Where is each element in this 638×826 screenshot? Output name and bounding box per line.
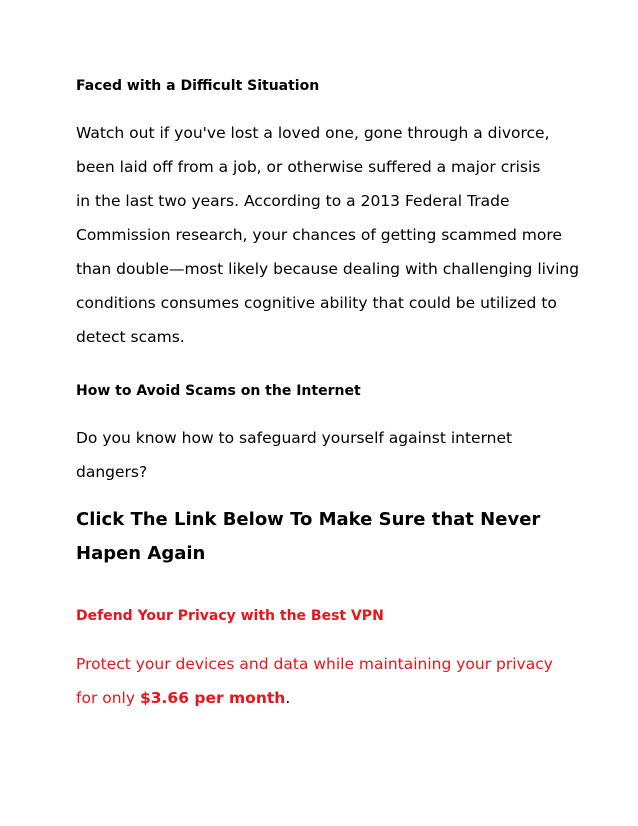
promo-price: $3.66 per month bbox=[139, 689, 286, 707]
paragraph-line: dangers? bbox=[76, 463, 148, 481]
promo-line bbox=[76, 681, 553, 715]
paragraph-line: conditions consumes cognitive ability that could be utilized to bbox=[76, 294, 557, 312]
section-heading-difficult-situation: Faced with a Difficult Situation bbox=[76, 78, 320, 94]
paragraph-line: Commission research, your chances of getting scammed more bbox=[76, 226, 562, 244]
paragraph-line: been laid off from a job, or otherwise suffered a major crisis bbox=[76, 158, 541, 176]
section-heading-avoid-scams: How to Avoid Scams on the Internet bbox=[76, 383, 361, 399]
paragraph-line: detect scams. bbox=[76, 328, 185, 346]
cta-line: Click The Link Below To Make Sure that Never bbox=[76, 509, 541, 530]
vpn-promo-heading[interactable]: Defend Your Privacy with the Best VPN bbox=[76, 608, 384, 624]
paragraph-avoid-scams bbox=[76, 421, 512, 489]
promo-line: Protect your devices and data while maintaining your privacy bbox=[76, 655, 553, 673]
paragraph-line: in the last two years. According to a 2013 Federal Trade bbox=[76, 192, 510, 210]
paragraph-line: Watch out if you've lost a loved one, gone through a divorce, bbox=[76, 124, 550, 142]
promo-suffix: . bbox=[285, 689, 291, 707]
call-to-action-heading bbox=[76, 503, 540, 571]
paragraph-line: than double—most likely because dealing with challenging living bbox=[76, 260, 580, 278]
paragraph-difficult-situation bbox=[76, 116, 579, 354]
vpn-promo-paragraph[interactable] bbox=[76, 647, 553, 715]
promo-prefix: for only bbox=[76, 689, 140, 707]
paragraph-line: Do you know how to safeguard yourself against internet bbox=[76, 429, 513, 447]
cta-line: Hapen Again bbox=[76, 543, 206, 564]
